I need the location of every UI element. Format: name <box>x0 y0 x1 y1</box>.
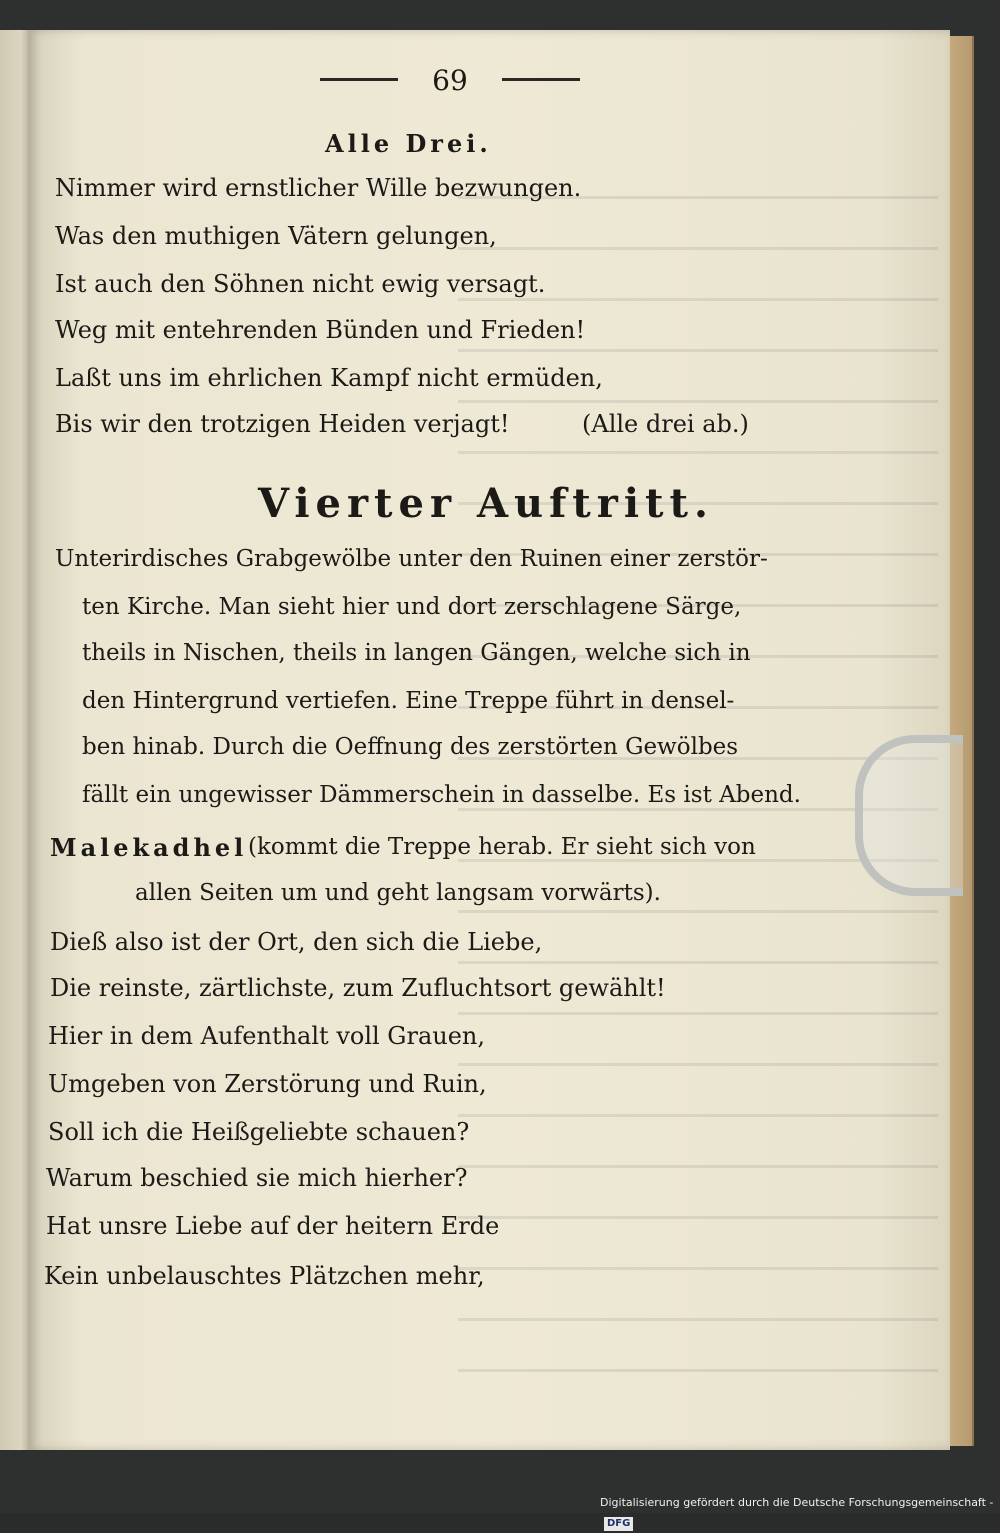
scene-description-line: ben hinab. Durch die Oeffnung des zerstörten Gewölbes <box>82 734 739 760</box>
page-header <box>320 58 580 98</box>
verse-line: Soll ich die Heißgeliebte schauen? <box>48 1118 470 1146</box>
speaker-malekadhel: Malekadhel <box>50 833 248 862</box>
verse-line: Hier in dem Aufenthalt voll Grauen, <box>48 1022 486 1050</box>
stage-direction: (kommt die Treppe herab. Er sieht sich von <box>248 834 756 860</box>
scene-heading: Vierter Auftritt. <box>258 480 714 527</box>
page-number: 69 <box>432 64 468 97</box>
verse-line: Dieß also ist der Ort, den sich die Liebe, <box>50 928 543 956</box>
scene-description-line: fällt ein ungewisser Dämmerschein in dasselbe. Es ist Abend. <box>82 782 801 808</box>
verse-line: Kein unbelauschtes Plätzchen mehr, <box>44 1262 485 1290</box>
verse-line: Umgeben von Zerstörung und Ruin, <box>48 1070 487 1098</box>
scene-description-line: den Hintergrund vertiefen. Eine Treppe führt in densel- <box>82 688 735 714</box>
verse-line: Bis wir den trotzigen Heiden verjagt! <box>55 410 510 438</box>
verse-line: Weg mit entehrenden Bünden und Frieden! <box>55 316 586 344</box>
header-rule-left <box>320 78 398 81</box>
verse-line: Was den muthigen Vätern gelungen, <box>55 222 497 250</box>
verse-line: Warum beschied sie mich hierher? <box>46 1164 468 1192</box>
stage-direction-exit: (Alle drei ab.) <box>582 410 749 438</box>
scene-description-line: ten Kirche. Man sieht hier und dort zerschlagene Särge, <box>82 594 742 620</box>
stage-direction: allen Seiten um und geht langsam vorwärts). <box>135 880 661 906</box>
dfg-logo: DFG <box>604 1517 633 1531</box>
digitization-credit <box>600 1493 1000 1529</box>
verse-line: Ist auch den Söhnen nicht ewig versagt. <box>55 270 546 298</box>
scene-description-line: Unterirdisches Grabgewölbe unter den Ruinen einer zerstör- <box>55 546 768 572</box>
verse-line: Laßt uns im ehrlichen Kampf nicht ermüden, <box>55 364 603 392</box>
credit-text: Digitalisierung gefördert durch die Deutsche Forschungsgemeinschaft - <box>600 1496 994 1509</box>
verse-line: Die reinste, zärtlichste, zum Zufluchtsort gewählt! <box>50 974 666 1002</box>
page-clip <box>855 735 963 896</box>
left-page-edge <box>0 30 30 1450</box>
speaker-alle-drei: Alle Drei. <box>325 129 492 158</box>
verse-line: Nimmer wird ernstlicher Wille bezwungen. <box>55 174 582 202</box>
header-rule-right <box>502 78 580 81</box>
verse-line: Hat unsre Liebe auf der heitern Erde <box>46 1212 500 1240</box>
scene-description-line: theils in Nischen, theils in langen Gängen, welche sich in <box>82 640 751 666</box>
